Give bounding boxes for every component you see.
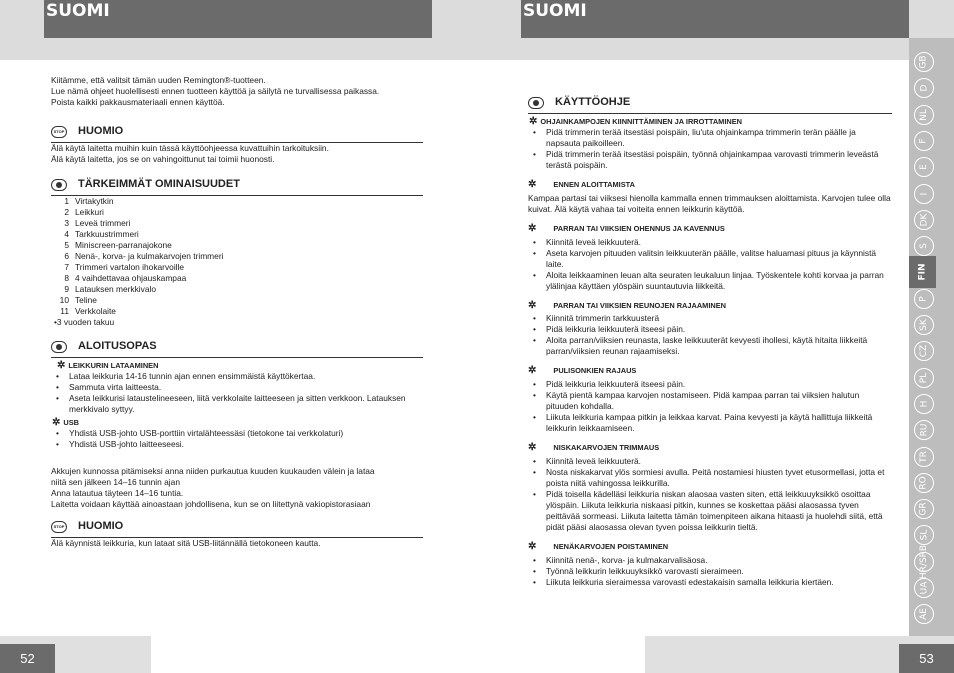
intro	[51, 75, 423, 108]
list-item: • Pidä trimmerin terää itsestäsi poispäin, työnnä ohjainkampaa varovasti trimmerin leveästä terästä poispäin.	[546, 149, 892, 171]
gear-icon: ✲	[529, 116, 538, 127]
gear-icon: ✲	[57, 360, 66, 371]
warranty-line: •3 vuoden takuu	[54, 317, 115, 327]
charging-subheading: ✲ LEIKKURIN LATAAMINEN	[57, 360, 159, 371]
intro-line: Lue nämä ohjeet huolellisesti ennen tuotteen käyttöä ja säilytä ne turvallisessa paikassa.	[51, 86, 380, 96]
charging-list	[51, 371, 423, 415]
language-tab-s[interactable]: S	[914, 236, 934, 256]
list-item: 1 Virtakytkin	[64, 196, 114, 206]
language-tab-sl[interactable]: SL	[914, 525, 934, 545]
caution-title: HUOMIO	[78, 125, 124, 137]
language-tab-ro[interactable]: RO	[914, 473, 934, 493]
gear-icon: ✲	[528, 179, 537, 190]
features-heading	[51, 178, 423, 196]
getting-started-title: ALOITUSOPAS	[78, 340, 157, 352]
usage-title: KÄYTTÖOHJE	[555, 96, 631, 108]
thin-list	[528, 237, 892, 292]
features-list	[51, 196, 423, 317]
list-item: • Yhdistä USB-johto laitteeseesi.	[69, 439, 423, 450]
list-item: • Kiinnitä trimmerin tarkkuusterä	[546, 313, 892, 324]
nose-list	[528, 555, 892, 588]
sideburn-subheading: ✲ PULISONKIEN RAJAUS	[528, 365, 637, 376]
gear-icon: ✲	[52, 417, 61, 428]
usage-heading	[528, 96, 892, 114]
note-line: Laitetta voidaan käyttää ainoastaan johdollisena, kun se on liitettynä vakiopistorasiaan	[51, 499, 371, 509]
before-text: Kampaa partasi tai viiksesi hienolla kammalla ennen trimmauksen aloittamista. Karvojen tulee olla kuivat. Älä käytä vahaa tai voiteita ennen leikkurin käyttöä.	[528, 193, 891, 214]
eye-icon	[528, 97, 544, 109]
eye-icon	[51, 341, 67, 353]
list-item: • Aloita leikkaaminen leuan alta seuraten leukaluun linjaa. Työskentele kohti korvaa ja parran ylälinjaa käyttäen ylöspäin suuntautuvia liikkeitä.	[546, 270, 892, 292]
gear-icon: ✲	[528, 442, 537, 453]
caution-line: Älä käynnistä leikkuria, kun lataat sitä USB-liitännällä tietokoneen kautta.	[51, 538, 321, 548]
list-item: 6 Nenä-, korva- ja kulmakarvojen trimmeri	[64, 251, 224, 261]
language-tab-ae[interactable]: AE	[914, 604, 934, 624]
stop-icon: STOP	[51, 521, 67, 533]
list-item: • Aseta karvojen pituuden valitsin leikkuuterän päälle, valitse haluamasi pituus ja käynnistä laite.	[546, 248, 892, 270]
language-tab-gb[interactable]: GB	[914, 52, 934, 72]
page-number-left: 52	[0, 644, 55, 673]
page-title-left: SUOMI	[44, 0, 432, 38]
list-item: • Työnnä leikkurin leikkuuyksikkö varovasti sieraimeen.	[546, 566, 892, 577]
language-tab-p[interactable]: P	[914, 289, 934, 309]
language-tab-pl[interactable]: PL	[914, 368, 934, 388]
list-item: • Aloita parran/viiksien reunasta, laske leikkuuterät kevyesti ihollesi, käytä hitaita liikkeitä parran/viiksien reunan rajaamiseksi.	[546, 335, 892, 357]
language-tab-e[interactable]: E	[914, 157, 934, 177]
list-item: 7 Trimmeri vartalon ihokarvoille	[64, 262, 185, 272]
note-line: niitä sen jälkeen 14–16 tunnin ajan	[51, 477, 180, 487]
right-column	[528, 96, 892, 588]
comb-list	[528, 127, 892, 171]
note-line: Akkujen kunnossa pitämiseksi anna niiden purkautua kuuden kuukauden välein ja lataa	[51, 466, 375, 476]
language-tab-gr[interactable]: GR	[914, 499, 934, 519]
list-item: • Aseta leikkurisi lataustelineeseen, liitä verkkolaite laitteeseen ja sitten verkkoon. Latauksen merkkivalo syttyy.	[69, 393, 423, 415]
list-item: • Pidä toisella kädelläsi leikkuria niskan alaosaa vasten siten, että leikkuuyksikkö osoittaa ylöspäin. Liikuta leikkuria niskaasi pitkin, kunnes se koskettaa pääsi alaosassa tyven peittävää sormeasi. Liikuta laitetta tämän toimenpiteen aikana hitaasti ja huolehdi siitä, että pidät pääsi alaosassa olevan tyven poissa leikkurin tieltä.	[546, 489, 892, 533]
list-item: 5 Miniscreen-parranajokone	[64, 240, 172, 250]
eye-icon	[51, 179, 67, 191]
caution-heading	[51, 520, 423, 538]
page-number-right: 53	[899, 644, 954, 673]
edge-list	[528, 313, 892, 357]
language-tab-dk[interactable]: DK	[914, 210, 934, 230]
nose-subheading: ✲ NENÄKARVOJEN POISTAMINEN	[528, 541, 669, 552]
edge-subheading: ✲ PARRAN TAI VIIKSIEN REUNOJEN RAJAAMINEN	[528, 300, 726, 311]
gear-icon: ✲	[528, 300, 537, 311]
note-line: Anna latautua täyteen 14–16 tuntia.	[51, 488, 184, 498]
list-item: • Pidä trimmerin terää itsestäsi poispäin, liu'uta ohjainkampa trimmerin terän päälle ja napsauta paikoilleen.	[546, 127, 892, 149]
sideburn-list	[528, 379, 892, 434]
list-item: 4 Tarkkuustrimmeri	[64, 229, 139, 239]
usb-subheading: ✲ USB	[52, 417, 79, 428]
list-item: 10 Teline	[59, 295, 97, 305]
list-item: • Käytä pientä kampaa karvojen nostamiseen. Pidä kampaa parran tai viiksien halutun pituuden kohdalla.	[546, 390, 892, 412]
neck-subheading: ✲ NISKAKARVOJEN TRIMMAUS	[528, 442, 660, 453]
language-tab-f[interactable]: F	[914, 131, 934, 151]
caution-title: HUOMIO	[78, 520, 124, 532]
gear-icon: ✲	[528, 541, 537, 552]
gear-icon: ✲	[528, 223, 537, 234]
left-column	[51, 75, 423, 549]
list-item: • Sammuta virta laitteesta.	[69, 382, 423, 393]
gear-icon: ✲	[528, 365, 537, 376]
language-strip	[909, 38, 954, 636]
list-item: • Yhdistä USB-johto USB-porttiin virtalähteessäsi (tietokone tai verkkolaturi)	[69, 428, 423, 439]
list-item: • Nosta niskakarvat ylös sormiesi avulla. Peitä nostamiesi hiusten tyvet etusormellasi, jotta et poista niitä vahingossa leikkurilla.	[546, 467, 892, 489]
usb-list	[51, 428, 423, 450]
language-tab-nl[interactable]: NL	[914, 105, 934, 125]
language-tab-i[interactable]: I	[914, 184, 934, 204]
list-item: 3 Leveä trimmeri	[64, 218, 131, 228]
list-item: 8 4 vaihdettavaa ohjauskampaa	[64, 273, 187, 283]
page-title-right: SUOMI	[521, 0, 909, 38]
neck-list	[528, 456, 892, 533]
language-tab-ru[interactable]: RU	[914, 420, 934, 440]
features-title: TÄRKEIMMÄT OMINAISUUDET	[78, 178, 240, 190]
language-tab-fin[interactable]: FIN	[909, 256, 936, 288]
intro-line: Kiitämme, että valitsit tämän uuden Remington®-tuotteen.	[51, 75, 266, 85]
language-tab-cz[interactable]: CZ	[914, 341, 934, 361]
list-item: • Kiinnitä leveä leikkuuterä.	[546, 456, 892, 467]
list-item: 9 Latauksen merkkivalo	[64, 284, 156, 294]
language-tab-tr[interactable]: TR	[914, 447, 934, 467]
language-tab-ua[interactable]: UA	[914, 578, 934, 598]
list-item: • Liikuta leikkuria kampaa pitkin ja leikkaa karvat. Paina kevyesti ja käytä hallittuja liikkeitä leikkurin leikkaamiseen.	[546, 412, 892, 434]
list-item: 2 Leikkuri	[64, 207, 104, 217]
intro-line: Poista kaikki pakkausmateriaali ennen käyttöä.	[51, 97, 225, 107]
list-item: • Lataa leikkuria 14-16 tunnin ajan ennen ensimmäistä käyttökertaa.	[69, 371, 423, 382]
language-tab-d[interactable]: D	[914, 78, 934, 98]
language-tab-hr-srb[interactable]: HR/SRB	[914, 552, 934, 572]
list-item: • Pidä leikkuria leikkuuterä itseesi päin.	[546, 324, 892, 335]
caution-heading	[51, 125, 423, 143]
list-item: 11 Verkkolaite	[60, 306, 116, 316]
thin-subheading: ✲ PARRAN TAI VIIKSIEN OHENNUS JA KAVENNUS	[528, 223, 725, 234]
comb-subheading: ✲ OHJAINKAMPOJEN KIINNITTÄMINEN JA IRROTTAMINEN	[529, 116, 742, 127]
list-item: • Liikuta leikkuria sieraimessa varovasti edestakaisin samalla leikkuria kiertäen.	[546, 577, 892, 588]
caution-line: Älä käytä laitetta muihin kuin tässä käyttöohjeessa kuvattuihin tarkoituksiin.	[51, 143, 329, 153]
language-tab-h[interactable]: H	[914, 394, 934, 414]
language-tab-sk[interactable]: SK	[914, 315, 934, 335]
list-item: • Kiinnitä leveä leikkuuterä.	[546, 237, 892, 248]
before-subheading: ✲ ENNEN ALOITTAMISTA	[528, 179, 635, 190]
stop-icon: STOP	[51, 126, 67, 138]
getting-started-heading	[51, 340, 423, 358]
list-item: • Pidä leikkuria leikkuuterä itseesi päin.	[546, 379, 892, 390]
caution-line: Älä käytä laitetta, jos se on vahingoittunut tai toimii huonosti.	[51, 154, 275, 164]
list-item: • Kiinnitä nenä-, korva- ja kulmakarvalisäosa.	[546, 555, 892, 566]
